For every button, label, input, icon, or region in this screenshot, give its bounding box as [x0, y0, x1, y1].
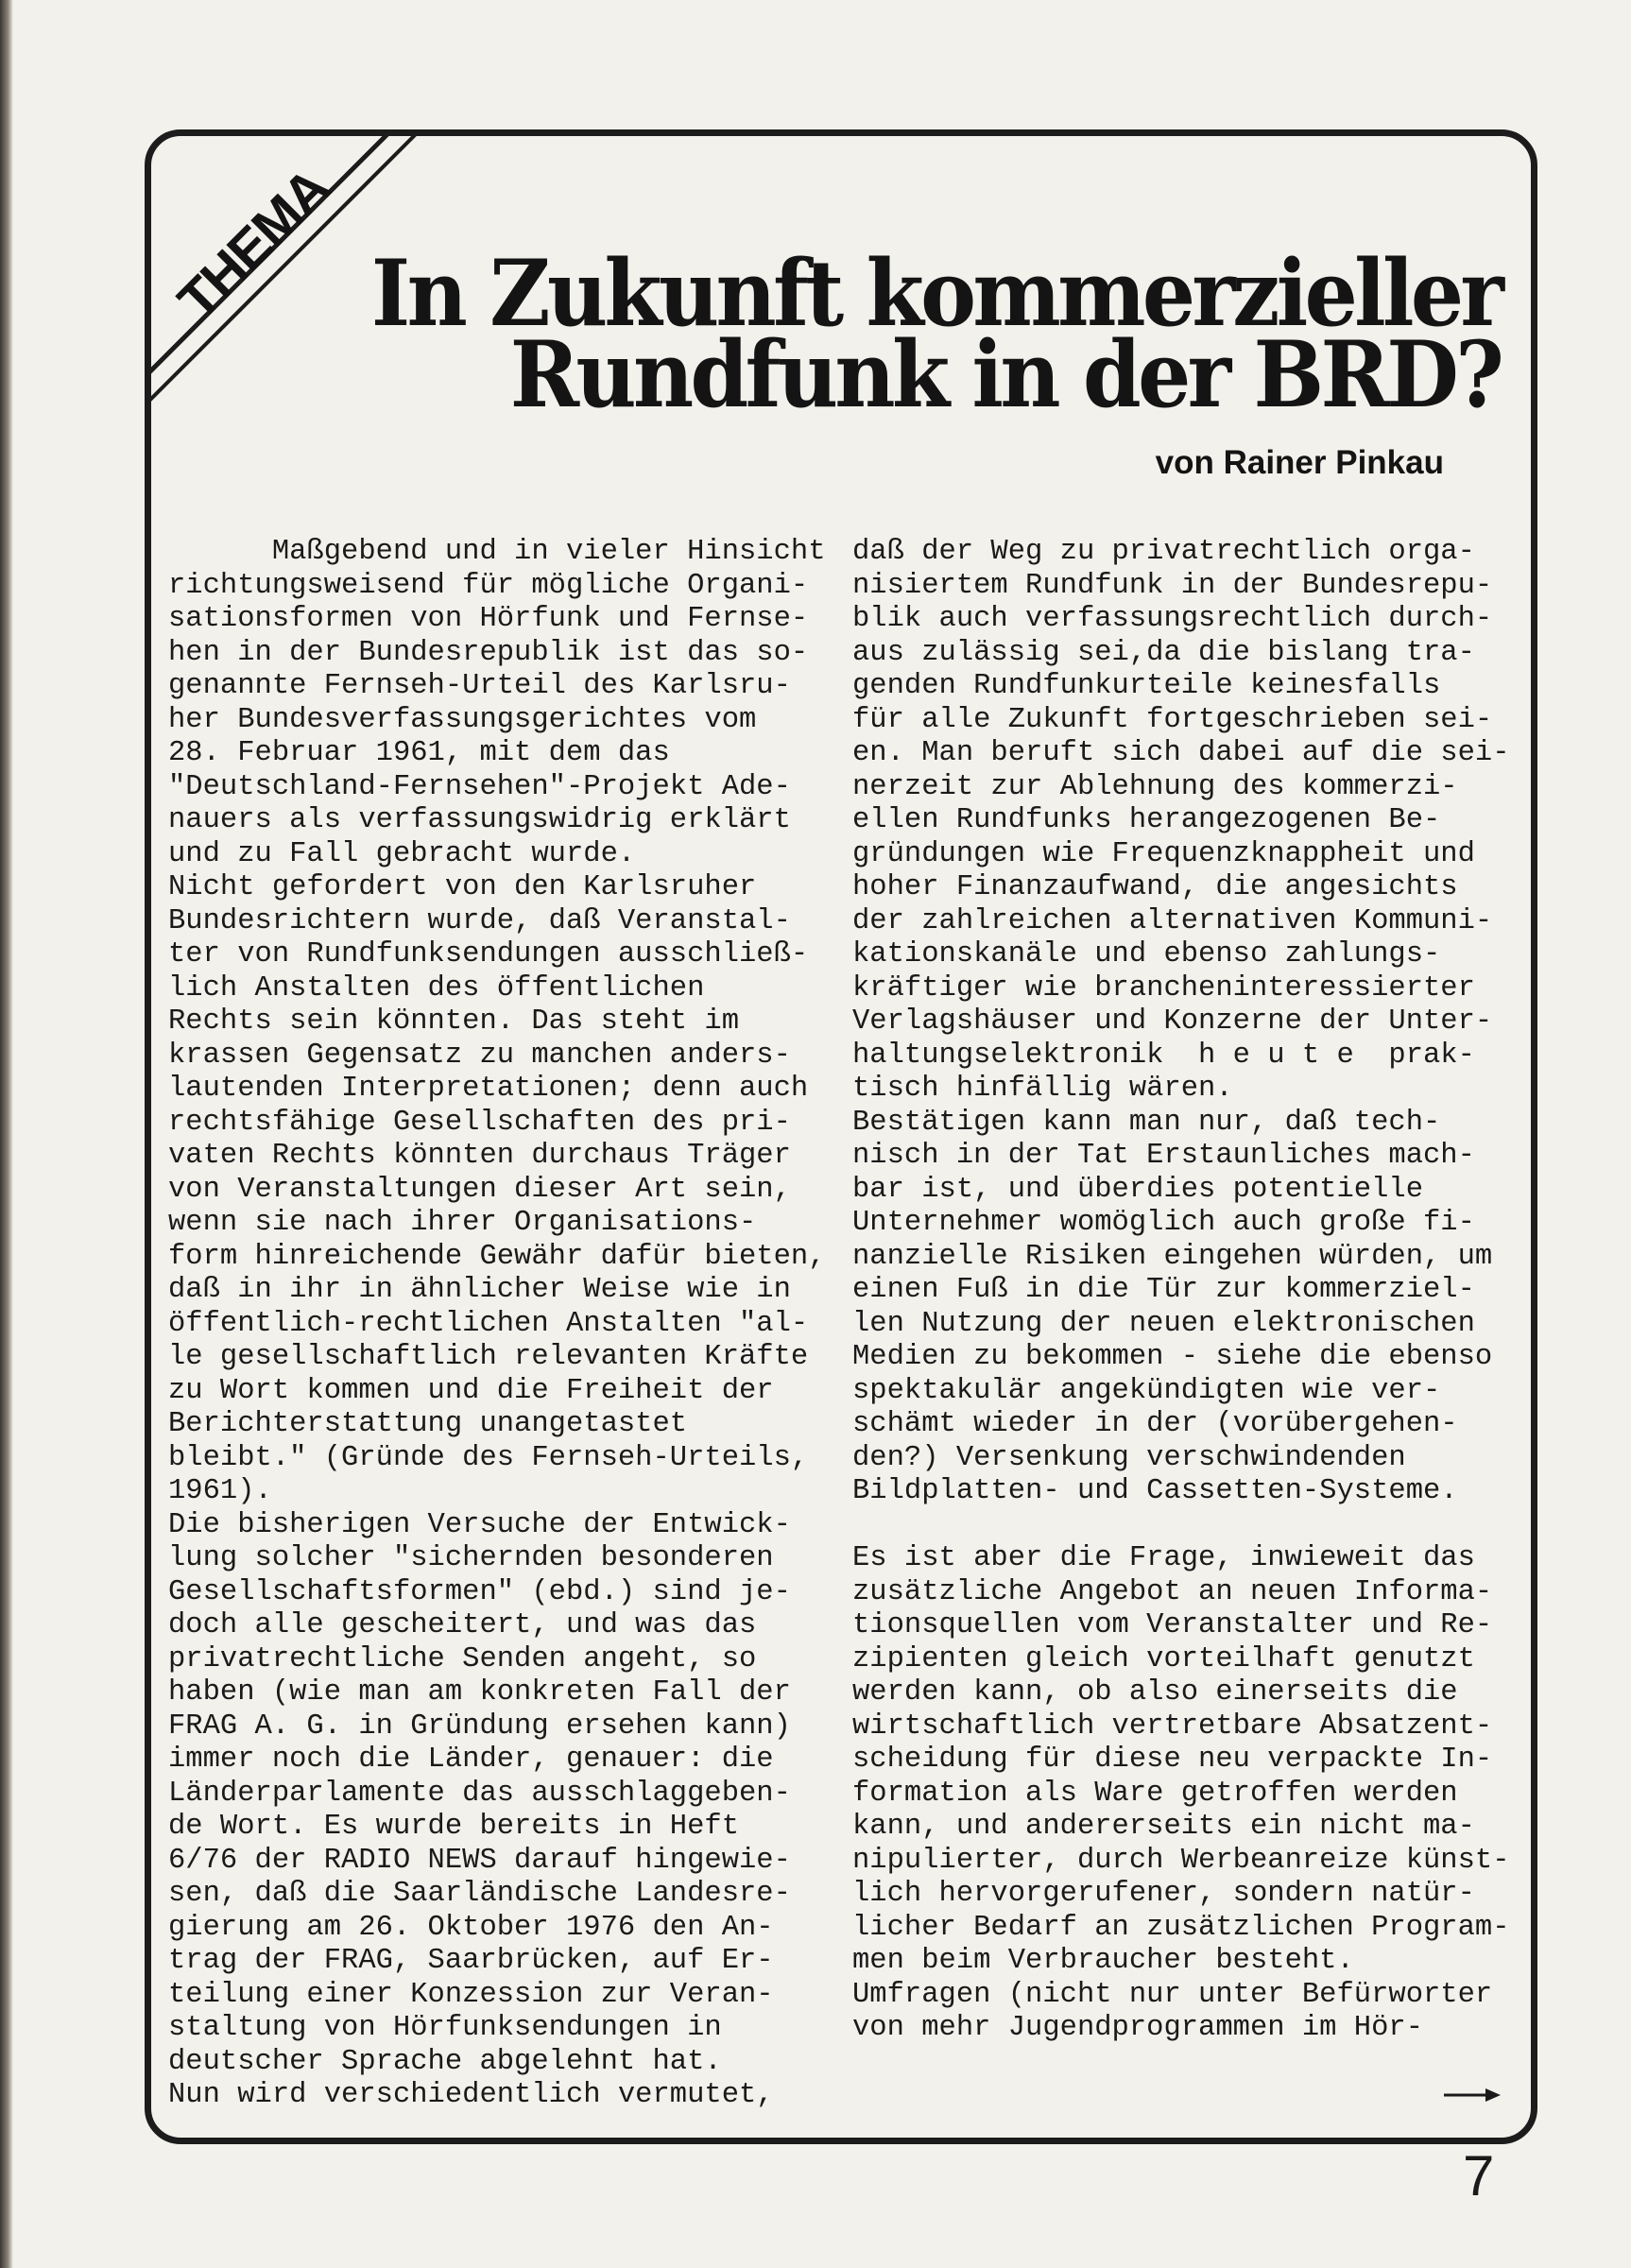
text-line: ellen Rundfunks herangezogenen Be- [852, 804, 1441, 836]
text-line: teilung einer Konzession zur Veran- [168, 1978, 774, 2011]
text-line: trag der FRAG, Saarbrücken, auf Er- [168, 1945, 774, 1977]
text-line: kräftiger wie brancheninteressierter [852, 971, 1475, 1005]
text-line: nauers als verfassungswidrig erklärt [168, 804, 791, 836]
text-line: Bestätigen kann man nur, daß tech- [852, 1106, 1441, 1139]
text-line: len Nutzung der neuen elektronischen [852, 1307, 1475, 1340]
text-line: aus zulässig sei,da die bislang tra- [852, 636, 1475, 669]
text-line: ter von Rundfunksendungen ausschließ- [168, 938, 809, 971]
text-line: form hinreichende Gewähr dafür bieten, [168, 1240, 826, 1273]
text-line: "Deutschland-Fernsehen"-Projekt Ade- [168, 770, 791, 803]
text-line: Verlagshäuser und Konzerne der Unter- [852, 1005, 1493, 1038]
text-line: genden Rundfunkurteile keinesfalls [852, 670, 1441, 702]
text-line: Gesellschaftsformen" (ebd.) sind je- [168, 1575, 791, 1608]
text-line: doch alle gescheitert, und was das [168, 1609, 757, 1641]
text-line: FRAG A. G. in Gründung ersehen kann) [168, 1710, 791, 1743]
text-line: Bundesrichtern wurde, daß Veranstal- [168, 904, 791, 937]
text-line: tionsquellen vom Veranstalter und Re- [852, 1609, 1493, 1641]
text-line: scheidung für diese neu verpackte In- [852, 1744, 1493, 1776]
text-line: en. Man beruft sich dabei auf die sei- [852, 737, 1510, 769]
text-line: nerzeit zur Ablehnung des kommerzi- [852, 770, 1458, 803]
text-line: nisiertem Rundfunk in der Bundesrepu- [852, 569, 1493, 602]
text-line: genannte Fernseh-Urteil des Karlsru- [168, 670, 791, 702]
text-line: haben (wie man am konkreten Fall der [168, 1676, 791, 1709]
text-line: rechtsfähige Gesellschaften des pri- [168, 1106, 791, 1139]
text-line: lich Anstalten des öffentlichen [168, 971, 705, 1005]
text-line: zusätzliche Angebot an neuen Informa- [852, 1575, 1493, 1608]
text-line: daß der Weg zu privatrechtlich orga- [852, 536, 1475, 568]
text-line: immer noch die Länder, genauer: die [168, 1744, 774, 1776]
text-line: Bildplatten- und Cassetten-Systeme. [852, 1475, 1458, 1507]
text-line: tisch hinfällig wären. [852, 1073, 1233, 1105]
text-line: kann, und andererseits ein nicht ma- [852, 1811, 1475, 1843]
section-label: THEMA [166, 157, 341, 333]
arrow-right-icon [1444, 2086, 1501, 2105]
text-line: gründungen wie Frequenzknappheit und [852, 837, 1475, 870]
text-line: Länderparlamente das ausschlaggeben- [168, 1777, 791, 1810]
text-line [852, 1509, 1510, 1543]
text-line: licher Bedarf an zusätzlichen Program- [852, 1911, 1510, 1944]
text-line: spektakulär angekündigten wie ver- [852, 1374, 1441, 1407]
text-line: lautenden Interpretationen; denn auch [168, 1073, 809, 1105]
text-line: formation als Ware getroffen werden [852, 1777, 1458, 1810]
text-line: einen Fuß in die Tür zur kommerziel- [852, 1274, 1475, 1306]
text-line: Nicht gefordert von den Karlsruher [168, 871, 757, 903]
text-line: lich hervorgerufener, sondern natür- [852, 1878, 1475, 1910]
text-line: Nun wird verschiedentlich vermutet, [168, 2079, 774, 2111]
text-line: haltungselektronik h e u t e prak- [852, 1039, 1475, 1072]
text-line: schämt wieder in der (vorübergehen- [852, 1408, 1458, 1440]
text-line: zu Wort kommen und die Freiheit der [168, 1374, 774, 1407]
text-line: Medien zu bekommen - siehe die ebenso [852, 1341, 1493, 1373]
text-line: Umfragen (nicht nur unter Befürworter [852, 1978, 1493, 2011]
text-line: werden kann, ob also einerseits die [852, 1676, 1458, 1709]
text-line: nisch in der Tat Erstaunliches mach- [852, 1140, 1475, 1172]
text-line: le gesellschaftlich relevanten Kräfte [168, 1341, 809, 1373]
text-line: Rechts sein könnten. Das steht im [168, 1005, 739, 1038]
text-line: 1961). [168, 1475, 272, 1507]
text-line: vaten Rechts könnten durchaus Träger [168, 1140, 791, 1172]
text-line: staltung von Hörfunksendungen in [168, 2012, 722, 2044]
text-line: 6/76 der RADIO NEWS darauf hingewie- [168, 1844, 791, 1877]
text-line: Es ist aber die Frage, inwieweit das [852, 1542, 1475, 1574]
text-line: wirtschaftlich vertretbare Absatzent- [852, 1710, 1493, 1743]
text-line: krassen Gegensatz zu manchen anders- [168, 1039, 791, 1072]
text-line: daß in ihr in ähnlicher Weise wie in [168, 1274, 791, 1306]
text-line: hoher Finanzaufwand, die angesichts [852, 871, 1458, 903]
title-line: In Zukunft kommerzieller [370, 240, 1501, 347]
text-line: bar ist, und überdies potentielle [852, 1173, 1423, 1206]
text-line: her Bundesverfassungsgerichtes vom [168, 703, 757, 736]
text-line: de Wort. Es wurde bereits in Heft [168, 1811, 739, 1843]
title-line: Rundfunk in der BRD? [509, 321, 1502, 428]
page-binding-edge [0, 0, 13, 2268]
text-line: richtungsweisend für mögliche Organi- [168, 569, 809, 602]
text-line: bleibt." (Gründe des Fernseh-Urteils, [168, 1441, 809, 1474]
text-line: und zu Fall gebracht wurde. [168, 837, 636, 870]
text-line: sationsformen von Hörfunk und Fernse- [168, 603, 809, 635]
text-line: wenn sie nach ihrer Organisations- [168, 1207, 757, 1239]
text-line: privatrechtliche Senden angeht, so [168, 1642, 757, 1675]
text-line: lung solcher "sichernden besonderen [168, 1542, 774, 1574]
text-line: blik auch verfassungsrechtlich durch- [852, 603, 1493, 635]
text-line: sen, daß die Saarländische Landesre- [168, 1878, 791, 1910]
text-line: 28. Februar 1961, mit dem das [168, 737, 670, 769]
article-title [370, 240, 1502, 428]
text-line: von Veranstaltungen dieser Art sein, [168, 1173, 791, 1206]
text-line: für alle Zukunft fortgeschrieben sei- [852, 703, 1493, 736]
text-line: Berichterstattung unangetastet [168, 1408, 688, 1440]
text-line: gierung am 26. Oktober 1976 den An- [168, 1911, 774, 1944]
page-number: 7 [1463, 2144, 1495, 2208]
article-author: von Rainer Pinkau [1155, 444, 1444, 481]
text-line: kationskanäle und ebenso zahlungs- [852, 938, 1441, 971]
text-line: nipulierter, durch Werbeanreize künst- [852, 1844, 1510, 1877]
text-line: den?) Versenkung verschwindenden [852, 1441, 1406, 1474]
text-line: nanzielle Risiken eingehen würden, um [852, 1240, 1493, 1273]
text-column-left [168, 536, 826, 2113]
text-line: zipienten gleich vorteilhaft genutzt [852, 1642, 1475, 1675]
text-column-right [852, 536, 1510, 2046]
text-line: Maßgebend und in vieler Hinsicht [168, 536, 826, 568]
text-line: men beim Verbraucher besteht. [852, 1945, 1354, 1977]
text-line: der zahlreichen alternativen Kommuni- [852, 904, 1493, 937]
text-line: hen in der Bundesrepublik ist das so- [168, 636, 809, 669]
text-line: Unternehmer womöglich auch große fi- [852, 1207, 1475, 1239]
text-line: von mehr Jugendprogrammen im Hör- [852, 2012, 1423, 2044]
text-line: öffentlich-rechtlichen Anstalten "al- [168, 1307, 809, 1340]
text-line: deutscher Sprache abgelehnt hat. [168, 2045, 722, 2078]
text-line: Die bisherigen Versuche der Entwick- [168, 1508, 791, 1541]
